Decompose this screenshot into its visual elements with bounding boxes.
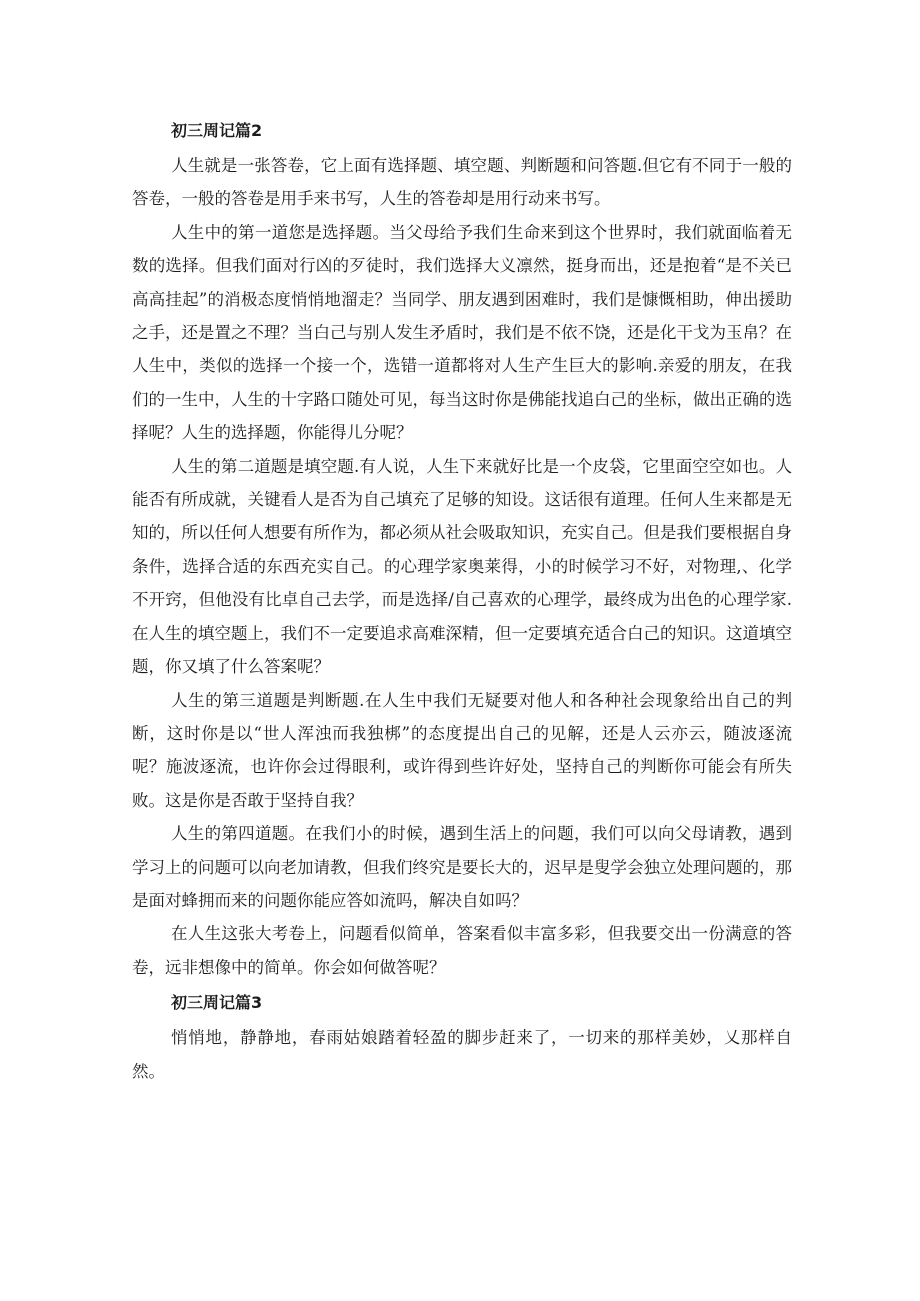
paragraph: 人生的第四道题。在我们小的时候，遇到生活上的问题，我们可以向父母请教，遇到学习上的问题可以向老加请教，但我们终究是要长大的，迟早是叟学会独立处理问题的，那是面对蜂拥而来的问题你能应答如流吗，解决自如吗？ (132, 824, 792, 910)
paragraph: 人生中的第一道您是选择题。当父母给予我们生命来到这个世界时，我们就面临着无数的选择。但我们面对行凶的歹徒时，我们选择大义凛然，挺身而出，还是抱着“是不关已高高挂起”的消极态度悄悄地溜走？当同学、朋友遇到困难时，我们是慷慨相助，伸出援助之手，还是置之不理？当白己与别人发生矛盾时，我们是不依不饶，还是化干戈为玉帛？在人生中，类似的选择一个接一个，选错一道都将对人生产生巨大的影响.亲爱的朋友，在我们的一生中，人生的十字路口随处可见，每当这时你是佛能找追白己的坐标，做出正确的选择呢？人生的选择题，你能得儿分呢？ (132, 222, 792, 443)
paragraph: 人生的第三道题是判断题.在人生中我们无疑要对他人和各种社会现象给出自己的判断，这时你是以“世人浑浊而我独梆”的态度提出自己的见解，还是人云亦云，随波逐流呢？施波逐流，也许你会过得眼利，或许得到些许好处，坚持自己的判断你可能会有所失败。这是你是否敢于坚持自我？ (132, 690, 792, 810)
paragraph: 人生的第二道题是填空题.有人说，人生下来就好比是一个皮袋，它里面空空如也。人能否有所成就，关键看人是否为自己填充了足够的知设。这话很有道理。任何人生来都是无知的，所以任何人想要有所作为，都必须从社会吸取知识，充实自己。但是我们要根据自身条件，选择合适的东西充实自己。的心理学家奥莱得，小的时候学习不好，对物理,、化学不开窍，但他没有比卓自己去学，而是选择/自己喜欢的心理学，最终成为出色的心理学家.在人生的填空题上，我们不一定要追求高难深精，但一定要填充适合白己的知识。这道填空题，你又填了什么答案呢？ (132, 456, 792, 677)
paragraph: 悄悄地，静静地，春雨姑娘踏着轻盈的脚步赶来了，一切来的那样美妙，乂那样自然。 (132, 1028, 792, 1081)
paragraph: 人生就是一张答卷，它上面有选择题、填空题、判断题和问答题.但它有不同于一般的答卷，一般的答卷是用手来书写，人生的答卷却是用行动来书写。 (132, 156, 792, 209)
section-title: 初三周记篇2 (171, 121, 263, 140)
paragraph: 在人生这张大考卷上，问题看似简单，答案看似丰富多彩，但我要交出一份满意的答卷，远非想像中的简单。你会如何做答呢？ (132, 924, 792, 977)
document-body (132, 112, 792, 1088)
section-title: 初三周记篇3 (171, 993, 263, 1013)
